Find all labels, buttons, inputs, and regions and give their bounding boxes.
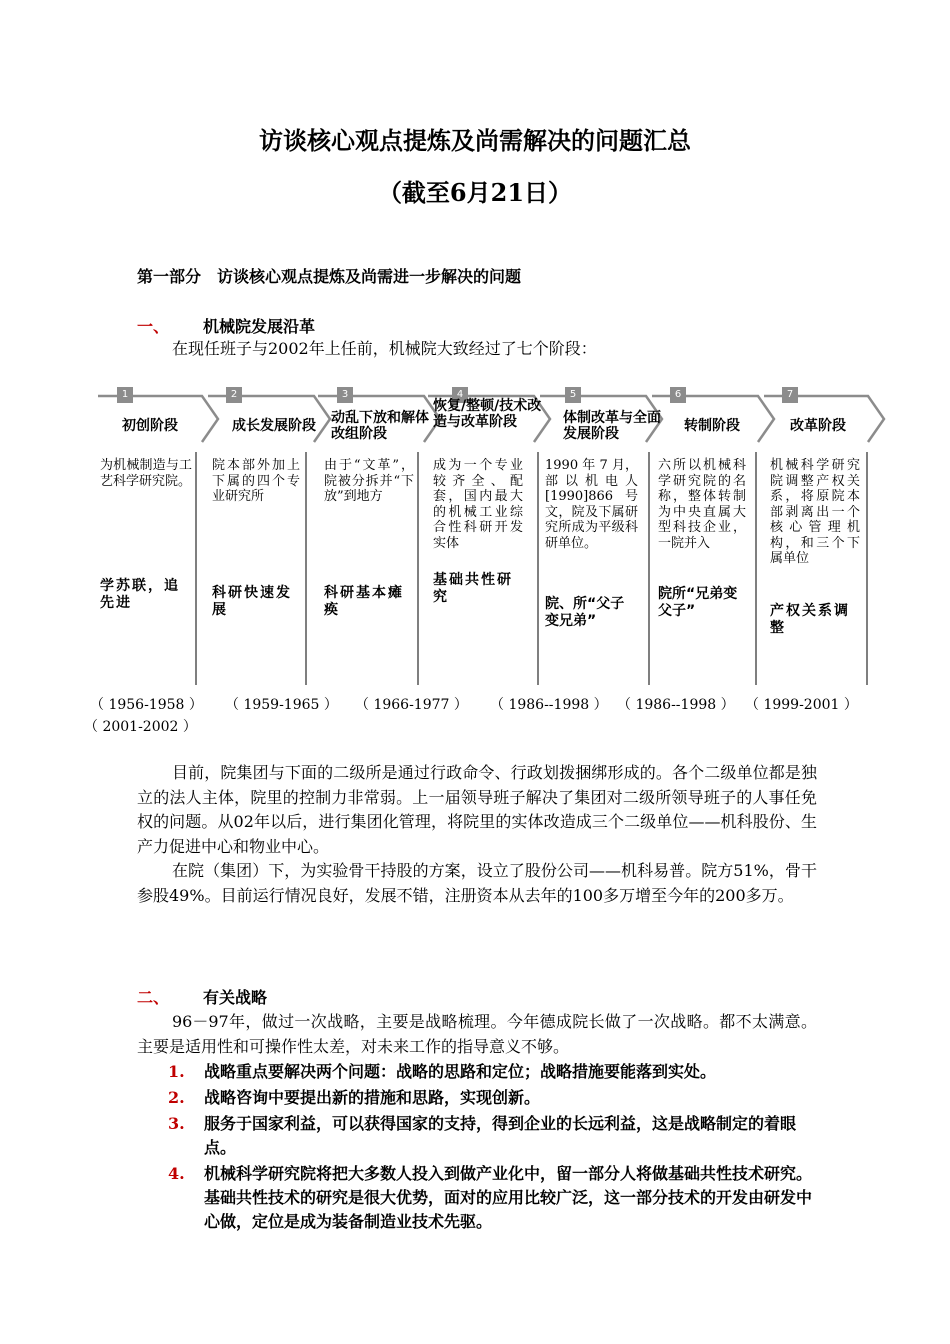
stage-label-4: 恢复/整顿/技术改造与改革阶段: [433, 398, 542, 430]
paragraph-1: 目前，院集团与下面的二级所是通过行政命令、行政划拨捆绑形成的。各个二级单位都是独立的法人主体，院里的控制力非常弱。上一届领导班子解决了集团对二级所领导班子的人事任免权的问题。从02年以后，进行集团化管理，将院里的实体改造成三个二级单位——机科股份、生产力促进中心和物业中心。: [137, 763, 817, 856]
stage-key-3: 科研基本瘫痪: [324, 585, 404, 618]
stage-text-4: 成为一个专业较齐全、配套，国内最大的机械工业综合性科研开发实体: [433, 458, 523, 551]
stage-text-7: 机械科学研究院调整产权关系，将原院本部剥离出一个核心管理机构，和三个下属单位: [770, 458, 860, 566]
divider-6: [755, 452, 757, 685]
part-heading: 第一部分 访谈核心观点提炼及尚需进一步解决的问题: [137, 267, 522, 286]
stage-badge-2: 2: [226, 387, 242, 403]
stage-text-6: 六所以机械科学研究院的名称，整体转制为中央直属大型科技企业，一院并入: [658, 458, 746, 551]
section-1-title: 机械院发展沿革: [203, 317, 316, 336]
list-item: [168, 1060, 818, 1084]
stage-key-7: 产权关系调整: [770, 603, 850, 636]
divider-7: [866, 452, 868, 685]
list-number: 2.: [168, 1088, 185, 1107]
section-2-number: 二、: [137, 988, 170, 1007]
stage-label-3: 动乱下放和解体改组阶段: [331, 410, 429, 442]
stage-key-6: 院所“兄弟变父子”: [658, 586, 738, 619]
section-1-number: 一、: [137, 317, 170, 336]
stage-badge-5: 5: [565, 387, 581, 403]
stage-label-1: 初创阶段: [122, 418, 178, 434]
period-6: （ 1999-2001 ）: [745, 697, 858, 713]
section-2-title: 有关战略: [203, 988, 268, 1007]
list-text: 战略咨询中要提出新的措施和思路，实现创新。: [204, 1088, 541, 1107]
section-1-heading: [137, 314, 315, 337]
stage-badge-7: 7: [782, 387, 798, 403]
list-text: 机械科学研究院将把大多数人投入到做产业化中，留一部分人将做基础共性技术研究。基础共性技术的研究是很大优势，面对的应用比较广泛，这一部分技术的开发由研发中心做，定位是成为装备制造业技术先驱。: [204, 1164, 813, 1231]
page-subtitle: （截至6月21日）: [377, 178, 573, 207]
divider-1: [195, 452, 197, 685]
stage-text-3: 由于“文革”，院被分拆并“下放”到地方: [324, 458, 414, 504]
stage-label-7: 改革阶段: [790, 418, 846, 434]
list-item: [168, 1086, 818, 1110]
section-2-heading: [137, 985, 267, 1008]
stage-badge-1: 1: [117, 387, 133, 403]
divider-3: [417, 452, 419, 685]
stage-label-5: 体制改革与全面发展阶段: [563, 410, 661, 442]
list-number: 3.: [168, 1114, 185, 1133]
period-2: （ 1959-1965 ）: [225, 697, 338, 713]
divider-4: [537, 452, 539, 685]
stage-key-4: 基础共性研究: [433, 572, 513, 605]
strategy-list: [168, 1060, 818, 1236]
stage-key-1: 学苏联，追先进: [100, 578, 180, 611]
paragraph-2: 在院（集团）下，为实验骨干持股的方案，设立了股份公司——机科易普。院方51%，骨干参股49%。目前运行情况良好，发展不错，注册资本从去年的100多万增至今年的200多万。: [137, 861, 817, 905]
period-7: （ 2001-2002 ）: [84, 719, 197, 735]
divider-5: [648, 452, 650, 685]
page-title: 访谈核心观点提炼及尚需解决的问题汇总: [259, 126, 691, 155]
list-item: [168, 1162, 818, 1234]
section-1-intro: 在现任班子与2002年上任前，机械院大致经过了七个阶段：: [172, 339, 597, 358]
list-text: 服务于国家利益，可以获得国家的支持，得到企业的长远利益，这是战略制定的着眼点。: [204, 1114, 797, 1157]
period-5: （ 1986--1998 ）: [617, 697, 735, 713]
list-item: [168, 1112, 818, 1160]
stage-badge-3: 3: [337, 387, 353, 403]
divider-2: [305, 452, 307, 685]
list-number: 1.: [168, 1062, 185, 1081]
stage-text-2: 院本部外加上下属的四个专业研究所: [212, 458, 300, 504]
stage-key-5: 院、所“父子变兄弟”: [545, 596, 625, 629]
stage-badge-4: 4: [452, 387, 468, 403]
period-1: （ 1956-1958 ）: [90, 697, 203, 713]
stage-badge-6: 6: [670, 387, 686, 403]
stage-label-2: 成长发展阶段: [232, 418, 316, 434]
list-number: 4.: [168, 1164, 185, 1183]
stage-label-6: 转制阶段: [684, 418, 740, 434]
period-4: （ 1986--1998 ）: [490, 697, 608, 713]
list-text: 战略重点要解决两个问题：战略的思路和定位；战略措施要能落到实处。: [204, 1062, 717, 1081]
stage-text-1: 为机械制造与工艺科学研究院。: [100, 458, 192, 489]
stage-text-5: 1990 年 7 月，部以机电人 [1990]866号文，院及下属研究所成为平级科研单位。: [545, 458, 638, 551]
section-2-intro: 96－97年，做过一次战略，主要是战略梳理。今年德成院长做了一次战略。都不太满意。主要是适用性和可操作性太差，对未来工作的指导意义不够。: [137, 1012, 817, 1056]
stage-key-2: 科研快速发展: [212, 585, 292, 618]
period-3: （ 1966-1977 ）: [355, 697, 468, 713]
